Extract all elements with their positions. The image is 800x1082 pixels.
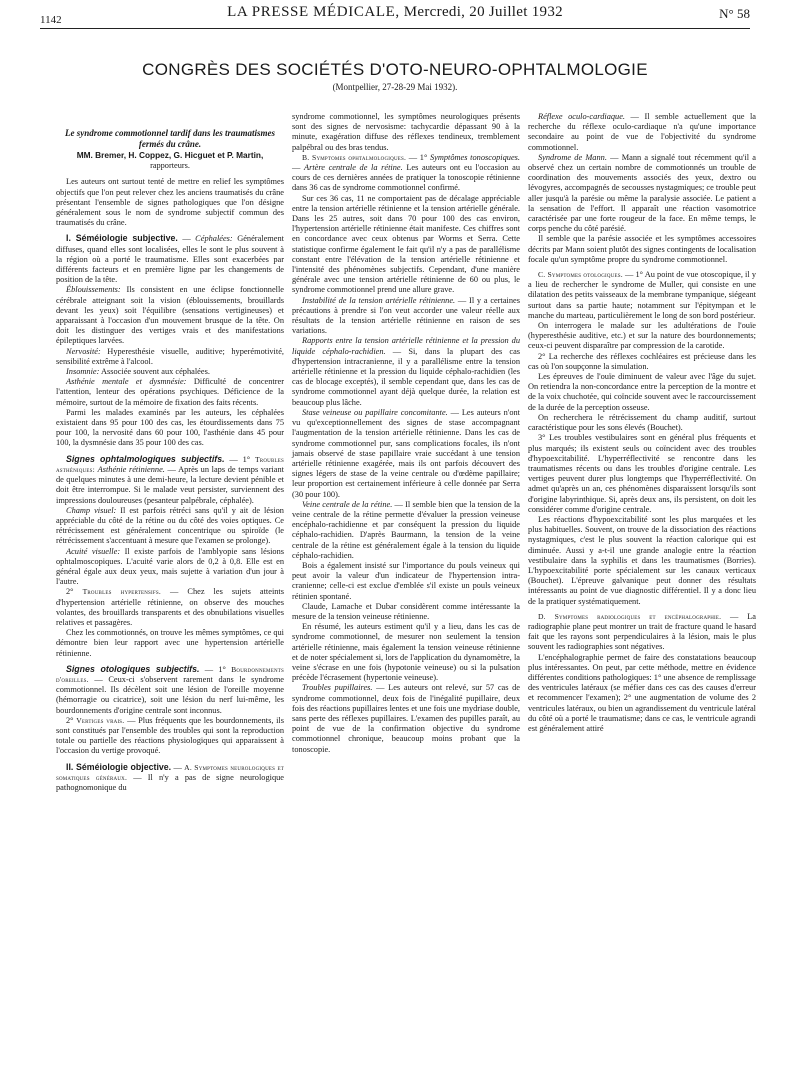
paragraph-text: Il semble actuellement que la recherche du réflexe oculo-cardiaque n'a qu'une importance secondaire au point de vue de l'objectivité du syndrome commotionnel.	[528, 112, 756, 152]
term-label: Artère centrale de la rétine.	[303, 163, 403, 173]
journal-name: LA PRESSE MÉDICALE,	[227, 4, 400, 20]
term-label: Asthénie rétinienne.	[97, 464, 165, 474]
paragraph: Les épreuves de l'ouïe diminuent de valeur avec l'âge du sujet. On retiendra la non-concordance entre la perception de la montre et de la voix chuchotée, qui coïncide souvent avec le raccourcissement de la durée de la perception osseuse.	[528, 372, 756, 412]
section-2: Signes ophtalmologiques subjectifs. — 1° Troubles asthéniques: Asthénie rétinienne. — Après un laps de temps variant de quelques minutes à une demi-heure, la lecture devient pénible et doit être interrompue. Si le malade veut persister, surviennent des impressions douloureuses (pesanteur palpébrale, céphalée).	[56, 453, 285, 505]
subsection-label: D. Symptomes radiologiques et encéphalographie.	[538, 611, 722, 621]
header-rule	[40, 28, 750, 29]
subsection-label: Bourdonnements d'oreilles.	[56, 664, 285, 684]
paragraph: On interrogera le malade sur les adultérations de l'ouïe (hyperesthésie auditive, etc.) et sur la nature des bourdonnements; ceux-ci peuvent disparaître par compression de la carotide.	[528, 321, 756, 351]
item-number: 1°	[419, 152, 428, 162]
section-title: I. Séméiologie subjective.	[66, 233, 178, 244]
column-1	[56, 128, 284, 793]
issue-number: N° 58	[719, 6, 750, 21]
paragraph: 3° Les troubles vestibulaires sont en général plus fréquents et plus marqués; ils existent seuls ou coïncident avec des troubles d'hypoexcitabilité. L'hyperréflectivité se rencontre dans les traumatismes récents ou dans les troubles d'origine centrale. Les vertiges peuvent durer plus longtemps que l'hyperréflectivité. On admet qu'après un an, ces phénomènes disparaissent lorsqu'ils sont d'origine labyrinthique. Si, après deux ans, ils persistent, on doit les considérer comme d'origine centrale.	[528, 433, 756, 514]
paragraph: Rapports entre la tension artérielle rétinienne et la pression du liquide céphalo-rachidien. — Si, dans la plupart des cas d'hypertension intracranienne, il y a parallélisme entre la tension artérielle rétinienne et la pression du liquide céphalo-rachidien (les cas de blocage exceptés), il semble cependant que, dans les cas de syndrome commotionnel ayant déjà quelque durée, la relation est beaucoup plus lâche.	[292, 336, 521, 407]
paragraph: C. Symptomes otologiques. — 1° Au point de vue otoscopique, il y a lieu de rechercher le syndrome de Muller, qui consiste en une dilatation des petits vaisseaux de la membrane tympanique, siégeant surtout dans sa partie haute; notamment sur l'épitympan et le manche du marteau, particulièrement le long de son bord postérieur.	[528, 270, 756, 320]
item-number: 2°	[66, 587, 74, 597]
section-3: Signes otologiques subjectifs. — 1° Bourdonnements d'oreilles. — Ceux-ci s'observent rarement dans le syndrome commotionnel. Ils décèlent soit une lésion de l'oreille moyenne (hémorragie ou cicatrice), soit une lésion du nerf lui-même, les bourdonnements d'origine centrale sont inconnus.	[56, 663, 285, 715]
term-label: Réflexe oculo-cardiaque.	[538, 112, 626, 121]
paragraph-text: Hyperesthésie visuelle, auditive; hyperémotivité, sensibilité extrême à l'alcool.	[56, 346, 284, 366]
paragraph	[56, 347, 284, 367]
paragraph: Réflexe oculo-cardiaque. — Il semble actuellement que la recherche du réflexe oculo-cardiaque n'a qu'une importance secondaire au point de vue de l'objectivité du syndrome commotionnel.	[528, 112, 756, 152]
paragraph-text: La radiographie plane peut montrer un trait de fracture quand le hasard fait que les rayons sont perpendiculaires à la lésion, mais le plus souvent les radiographies sont négatives.	[528, 611, 756, 652]
paragraph: Stase veineuse ou papillaire concomitante. — Les auteurs n'ont vu qu'exceptionnellement des signes de stase accompagnant l'augmentation de la tension artérielle rétinienne. Dans les cas de syndrome commotionnel pur, sans complications focales, ils n'ont jamais observé de stase papillaire vraie succédant à une tension artérielle rétinienne exagérée, mais ils ont parfois découvert des signes légers de stase de la veine centrale ou d'œdème papillaire; leur proportion est certainement inférieure à celle donnée par Serra (30 pour 100).	[292, 407, 521, 499]
paragraph-text: Il semble bien que la tension de la veine centrale de la rétine permette d'évaluer la pression veineuse encéphalo-rachidienne et par conséquent la pression du liquide céphalo-rachidien. D'après Baurmann, la tension de la veine centrale de la rétine est généralement égale à la tension du liquide céphalo-rachidien.	[292, 499, 521, 560]
paragraph: Bois a également insisté sur l'importance du pouls veineux qui peut avoir la valeur d'un indicateur de l'hypertension intra-cranienne; celle-ci est exclue d'emblée s'il existe un pouls veineux rétinien spontané.	[292, 560, 520, 601]
congress-title: CONGRÈS DES SOCIÉTÉS D'OTO-NEURO-OPHTALMOLOGIE	[142, 60, 648, 79]
paragraph	[56, 506, 284, 547]
section-title: Signes ophtalmologiques subjectifs.	[66, 453, 225, 464]
term-label: Stase veineuse ou papillaire concomitante.	[302, 407, 448, 417]
paragraph: En résumé, les auteurs estiment qu'il y a lieu, dans les cas de syndrome commotionnel, de mesurer non seulement la tension artérielle rétinienne, mais également la tension veineuse rétinienne et de noter spécialement si, lors de l'application du dynamomètre, la veine s'écrase en une fois (hypotonie veineuse) ou si la pulsation précède l'écrasement (hypertonie veineuse).	[292, 622, 520, 683]
section-4: II. Séméiologie objective. — A. Symptomes neurologiques et somatiques généraux. — Il n'y a pas de signe neurologique pathognomonique du	[56, 761, 285, 792]
paragraph-text: Il n'y a pas de signe neurologique pathognomonique du	[56, 772, 284, 792]
paragraph: Sur ces 36 cas, 11 ne comportaient pas de décalage appréciable entre la tension artérielle rétinienne et la tension artérielle générale. Dans les 25 autres, soit dans 70 pour 100 des cas environ, l'hypertension artérielle rétinienne était manifeste. Ces chiffres sont en concordance avec ceux obtenus par Worms et Serra. Cette statistique confirme également le fait qu'il n'y a pas de parallélisme constant entre l'élévation de la tension artérielle rétinienne et l'intensité des phénomènes subjectifs. Cependant, d'une manière générale avec une tension artérielle rétinienne de 60 ou plus, le syndrome commotionnel prend une allure grave.	[292, 193, 520, 295]
paragraph: Les réactions d'hypoexcitabilité sont les plus marquées et les plus habituelles. Souvent, on trouve de la dissociation des réactions nystagmiques, c'est le plus souvent la réaction calorique qui est diminuée. Aussi y a-t-il une grande analogie entre la réaction vestibulaire dans la syphilis et dans les traumatismes (Borries). L'hypoexcitabilité porte spécialement sur les canaux verticaux (Bouchet). L'épreuve galvanique peut donner des résultats intéressants au point de vue diagnostic différentiel. Il y a donc lieu de la pratiquer systématiquement.	[528, 514, 756, 606]
column-3	[528, 112, 756, 734]
paragraph: Veine centrale de la rétine. — Il semble bien que la tension de la veine centrale de la rétine permette d'évaluer la pression veineuse encéphalo-rachidienne et par conséquent la pression du liquide céphalo-rachidien. D'après Baurmann, la tension de la veine centrale de la rétine est généralement égale à la tension du liquide céphalo-rachidien.	[292, 499, 521, 560]
authors-role: rapporteurs.	[150, 161, 190, 171]
column-2	[292, 112, 520, 755]
paragraph: Parmi les malades examinés par les auteurs, les céphalées existaient dans 95 pour 100 des cas, les étourdissements dans 75 pour 100, la nervosité dans 60 pour 100, l'asthénie dans 45 pour 100, la dysmnésie dans 35 pour 100 des cas.	[56, 407, 284, 448]
article-title: Le syndrome commotionnel tardif dans les traumatismes fermés du crâne.	[64, 128, 275, 149]
paragraph: Il semble que la parésie associée et les symptômes accessoires décrits par Mann soient plutôt des signes contingents de localisation focale qu'un symptôme propre du syndrome commotionnel.	[528, 234, 756, 264]
paragraph	[56, 377, 284, 408]
paragraph: On recherchera le rétrécissement du champ auditif, surtout caractéristique pour les sons élevés (Bouchet).	[528, 412, 756, 433]
item-number: 2°	[66, 715, 74, 725]
paragraph-text: Associée souvent aux céphalées.	[101, 367, 210, 377]
paragraph: Syndrome de Mann. — Mann a signalé tout récemment qu'il a observé chez un certain nombre de commotionnés un trouble de coordination des mouvements associés des yeux, dextro ou lévogyres, accompagnés de secousses nystagmiques; ce trouble peut aller jusqu'à la parésie ou même la paralysie associée. Le patient a la sensation de l'effort. Il apparaît une réaction vasomotrice caractérisée par une forte rougeur de la face. En même temps, le corps penche du côté parésié.	[528, 152, 757, 234]
term-label: Céphalées:	[195, 234, 233, 244]
masthead	[40, 4, 750, 21]
paragraph: 2° Troubles hypertensifs. — Chez les sujets atteints d'hypertension artérielle rétinienne, on observe des mouches volantes, des brouillards transparents et des obnubilations visuelles relatives et passagères.	[56, 587, 285, 627]
subsection-label: Troubles hypertensifs.	[82, 587, 161, 597]
paragraph-text: Au point de vue otoscopique, il y a lieu de rechercher le syndrome de Muller, qui consiste en une dilatation des petits vaisseaux de la membrane tympanique, siégeant surtout dans sa partie haute; notamment sur l'épitympan et le manche du marteau, particulièrement le long de son bord postérieur.	[528, 270, 756, 320]
paragraph-text: Il existe parfois de l'amblyopie sans lésions ophtalmoscopiques. L'acuité varie alors de 0,2 à 0,8. Elle est en général égale aux deux yeux, mais sujette à variation d'un jour à l'autre.	[56, 546, 284, 587]
paragraph: syndrome commotionnel, les symptômes neurologiques présents sont des signes de nervosisme: tachycardie dépassant 90 à la minute, exagération diffuse des réflexes tendineux, tremblement palpébral ou des bras tendus.	[292, 112, 520, 152]
paragraph-text: Les auteurs ont eu l'occasion au cours de ces dernières années de pratiquer la tonoscopie rétinienne dans 36 cas de syndrome commotionnel confirmé.	[292, 163, 520, 193]
page-number: 1142	[40, 14, 62, 26]
term-label: Rapports entre la tension artérielle rétinienne et la pression du liquide céphalo-rachidien.	[292, 336, 520, 356]
paragraph-text: Mann a signalé tout récemment qu'il a observé chez un certain nombre de commotionnés un trouble de coordination des mouvements associés des yeux, dextro ou lévogyres, accompagnés de secousses nystagmiques; ce trouble peut aller jusqu'à la parésie ou même la paralysie associée. Le patient a la sensation de l'effort. Il apparaît une réaction vasomotrice caractérisée par une forte rougeur de la face. En même temps, le corps penche du côté parésié.	[528, 152, 757, 234]
paragraph-text: Plus fréquents que les bourdonnements, ils sont constitués par l'ensemble des troubles qui sont la reproduction totale ou partielle des réactions physiologiques qui apparaissent à l'occasion du vertige provoqué.	[56, 715, 284, 756]
section-title: Signes otologiques subjectifs.	[66, 663, 200, 674]
paragraph-text: Il y a certaines précautions à prendre si l'on veut accorder une valeur réelle aux résultats de la tension artérielle rétinienne en raison de ses variations.	[292, 295, 520, 336]
paragraph-text: Après un laps de temps variant de quelques minutes à une demi-heure, la lecture devient pénible et doit être interrompue. Si le malade veut persister, surviennent des impressions douloureuses (pesanteur palpébrale, céphalée).	[56, 464, 285, 505]
item-number: 1°	[218, 664, 226, 674]
paragraph: 2° Vertiges vrais. — Plus fréquents que les bourdonnements, ils sont constitués par l'ensemble des troubles qui sont la reproduction totale ou partielle des réactions physiologiques qui apparaissent à l'occasion du vertige provoqué.	[56, 715, 284, 756]
term-label: Insomnie:	[66, 367, 100, 377]
paragraph	[56, 367, 284, 377]
subsection-label: C. Symptomes otologiques.	[538, 270, 623, 280]
paragraph-text: Chez les sujets atteints d'hypertension artérielle rétinienne, on observe des mouches volantes, des brouillards transparents et des obnubilations visuelles relatives et passagères.	[56, 587, 285, 627]
paragraph-text: Ils consistent en une éclipse fonctionnelle cérébrale atteignant soit la vision (éblouissements, brouillards devant les yeux) soit l'équilibre (sensations vertigineuses) et apparaissant à l'occasion d'un mouvement brusque de la tête. On doit les distinguer des vertiges vrais et des manifestations épileptiques larvées.	[56, 285, 284, 346]
paragraph: L'encéphalographie permet de faire des constatations beaucoup plus intéressantes. On peut, par cette méthode, mettre en évidence différentes conditions pathologiques: 1° une absence de remplissage des ventricules latéraux (se méfier dans ces cas des causes d'erreur et recommencer l'examen); 2° une augmentation de volume des 2 ventricules latéraux, ou bien un agrandissement du ventricule latéral du côté où a porté le traumatisme; dans ce cas, le ventricule agrandi est généralement attiré	[528, 652, 756, 733]
paragraph-text: Généralement diffuses, quand elles sont localisées, elles le sont le plus souvent à la région où a porté le traumatisme. Elles sont exacerbées par différents facteurs et en première ligne par les changements de position de la tête.	[56, 234, 284, 285]
paragraph-text: Ceux-ci s'observent rarement dans le syndrome commotionnel. Ils décèlent soit une lésion de l'oreille moyenne (hémorragie ou cicatrice), soit une lésion du nerf lui-même, les bourdonnements d'origine centrale sont inconnus.	[56, 674, 285, 715]
paragraph: D. Symptomes radiologiques et encéphalographie. — La radiographie plane peut montrer un trait de fracture quand le hasard fait que les rayons sont perpendiculaires à la lésion, mais le plus souvent les radiographies sont négatives.	[528, 611, 756, 652]
term-label: Troubles pupillaires.	[302, 683, 373, 693]
term-label: Champ visuel:	[66, 505, 117, 515]
congress-place: (Montpellier, 27-28-29 Mai 1932).	[332, 82, 458, 92]
paragraph: Instabilité de la tension artérielle rétinienne. — Il y a certaines précautions à prendre si l'on veut accorder une valeur réelle aux résultats de la tension artérielle rétinienne en raison de ses variations.	[292, 295, 520, 336]
subsection-label: A. Symptomes neurologiques et somatiques généraux.	[56, 762, 285, 782]
section-1: I. Séméiologie subjective. — Céphalées: Généralement diffuses, quand elles sont localisées, elles le sont le plus souvent à la région où a porté le traumatisme. Elles sont exacerbées par différents facteurs et en première ligne par les changements de position de la tête.	[56, 233, 284, 285]
term-label: Nervosité:	[66, 346, 101, 356]
subsection-label: B. Symptomes ophtalmologiques.	[302, 152, 407, 162]
term-label: Éblouissements:	[66, 285, 121, 295]
issue-date: Mercredi, 20 Juillet 1932	[403, 4, 563, 20]
section-title: II. Séméiologie objective.	[66, 761, 172, 772]
paragraph-text: Les auteurs n'ont vu qu'exceptionnellement des signes de stase accompagnant l'augmentation de la tension artérielle rétinienne. Dans les cas de syndrome commotionnel pur, sans complications focales, ils n'ont jamais observé de stase papillaire vraie succédant à une tension artérielle rétinienne exagérée, mais ils ont parfois découvert des signes légers de stase de la veine centrale ou d'œdème papillaire; leur proportion est certainement inférieure à celle donnée par Serra (30 pour 100).	[292, 407, 521, 499]
intro-paragraph: Les auteurs ont surtout tenté de mettre en relief les symptômes objectifs que l'on peut relever chez les anciens traumatisés du crâne présentant l'ensemble de signes pathologiques que l'on désigne généralement sous le nom de syndrome subjectif commun des traumatisés du crâne.	[56, 177, 284, 228]
term-label: Veine centrale de la rétine.	[302, 499, 393, 509]
paragraph: 2° La recherche des réflexes cochléaires est précieuse dans les cas où l'on soupçonne la simulation.	[528, 351, 756, 371]
term-label: Syndrome de Mann.	[538, 152, 607, 162]
paragraph: Chez les commotionnés, on trouve les mêmes symptômes, ce qui démontre bien leur rapport avec une hypertension artérielle rétinienne.	[56, 628, 284, 658]
paragraph-text: Si, dans la plupart des cas d'hypertension intracranienne, il y a parallélisme entre la tension artérielle rétinienne et la pression du liquide céphalo-rachidien (les cas de blocage exceptés), il semble cependant que, dans les cas de syndrome commotionnel ayant déjà quelque durée, la relation est beaucoup plus lâche.	[292, 346, 521, 407]
subsection-label: Troubles asthéniques:	[56, 454, 284, 474]
paragraph: Troubles pupillaires. — Les auteurs ont relevé, sur 57 cas de syndrome commotionnel, deux fois de l'inégalité pupillaire, deux fois des réactions pupillaires lentes et une fois une mydriase double, sans perte des réflexes pupillaires. L'examen des pupilles paraît, au point de vue de la confirmation objective du syndrome commotionnel chronique, beaucoup moins probant que la tonoscopie.	[292, 683, 520, 754]
authors-names: MM. Bremer, H. Coppez, G. Hicguet et P. Martin,	[76, 150, 264, 160]
item-number: 1°	[242, 454, 251, 464]
term-label: Instabilité de la tension artérielle rétinienne.	[302, 295, 456, 305]
subsection-label: Vertiges vrais.	[76, 715, 125, 725]
paragraph-text: Les auteurs ont relevé, sur 57 cas de syndrome commotionnel, deux fois de l'inégalité pupillaire, deux fois des réactions pupillaires lentes et une fois une mydriase double, sans perte des réflexes pupillaires. L'examen des pupilles paraît, au point de vue de la confirmation objective du syndrome commotionnel chronique, beaucoup moins probant que la tonoscopie.	[292, 683, 520, 754]
term-label: Asthénie mentale et dysmnésie:	[66, 377, 187, 387]
article-authors	[56, 150, 284, 171]
term-label: Acuité visuelle:	[66, 546, 121, 556]
item-number: 1°	[635, 270, 643, 280]
paragraph: Claude, Lamache et Dubar considèrent comme intéressante la mesure de la tension veineuse rétinienne.	[292, 601, 520, 621]
paragraph-text: Difficulté de concentrer l'attention, lenteur des opérations psychiques. Déficience de la mémoire, surtout de la mémoire de fixation des faits récents.	[56, 377, 284, 407]
paragraph	[56, 547, 284, 588]
paragraph	[56, 285, 284, 346]
paragraph-text: Il est parfois rétréci sans qu'il y ait de lésion appréciable du côté de la rétine ou du côté des voies optiques. Ce rétrécissement est généralement concentrique ou spiroïde (le rétrécissement s'accentuant à mesure que l'examen se prolonge).	[56, 505, 284, 546]
paragraph: B. Symptomes ophtalmologiques. — 1° Symptômes tonoscopiques. — Artère centrale de la rétine. Les auteurs ont eu l'occasion au cours de ces dernières années de pratiquer la tonoscopie rétinienne dans 36 cas de syndrome commotionnel confirmé.	[292, 152, 520, 193]
term-label: Symptômes tonoscopiques.	[429, 152, 520, 162]
